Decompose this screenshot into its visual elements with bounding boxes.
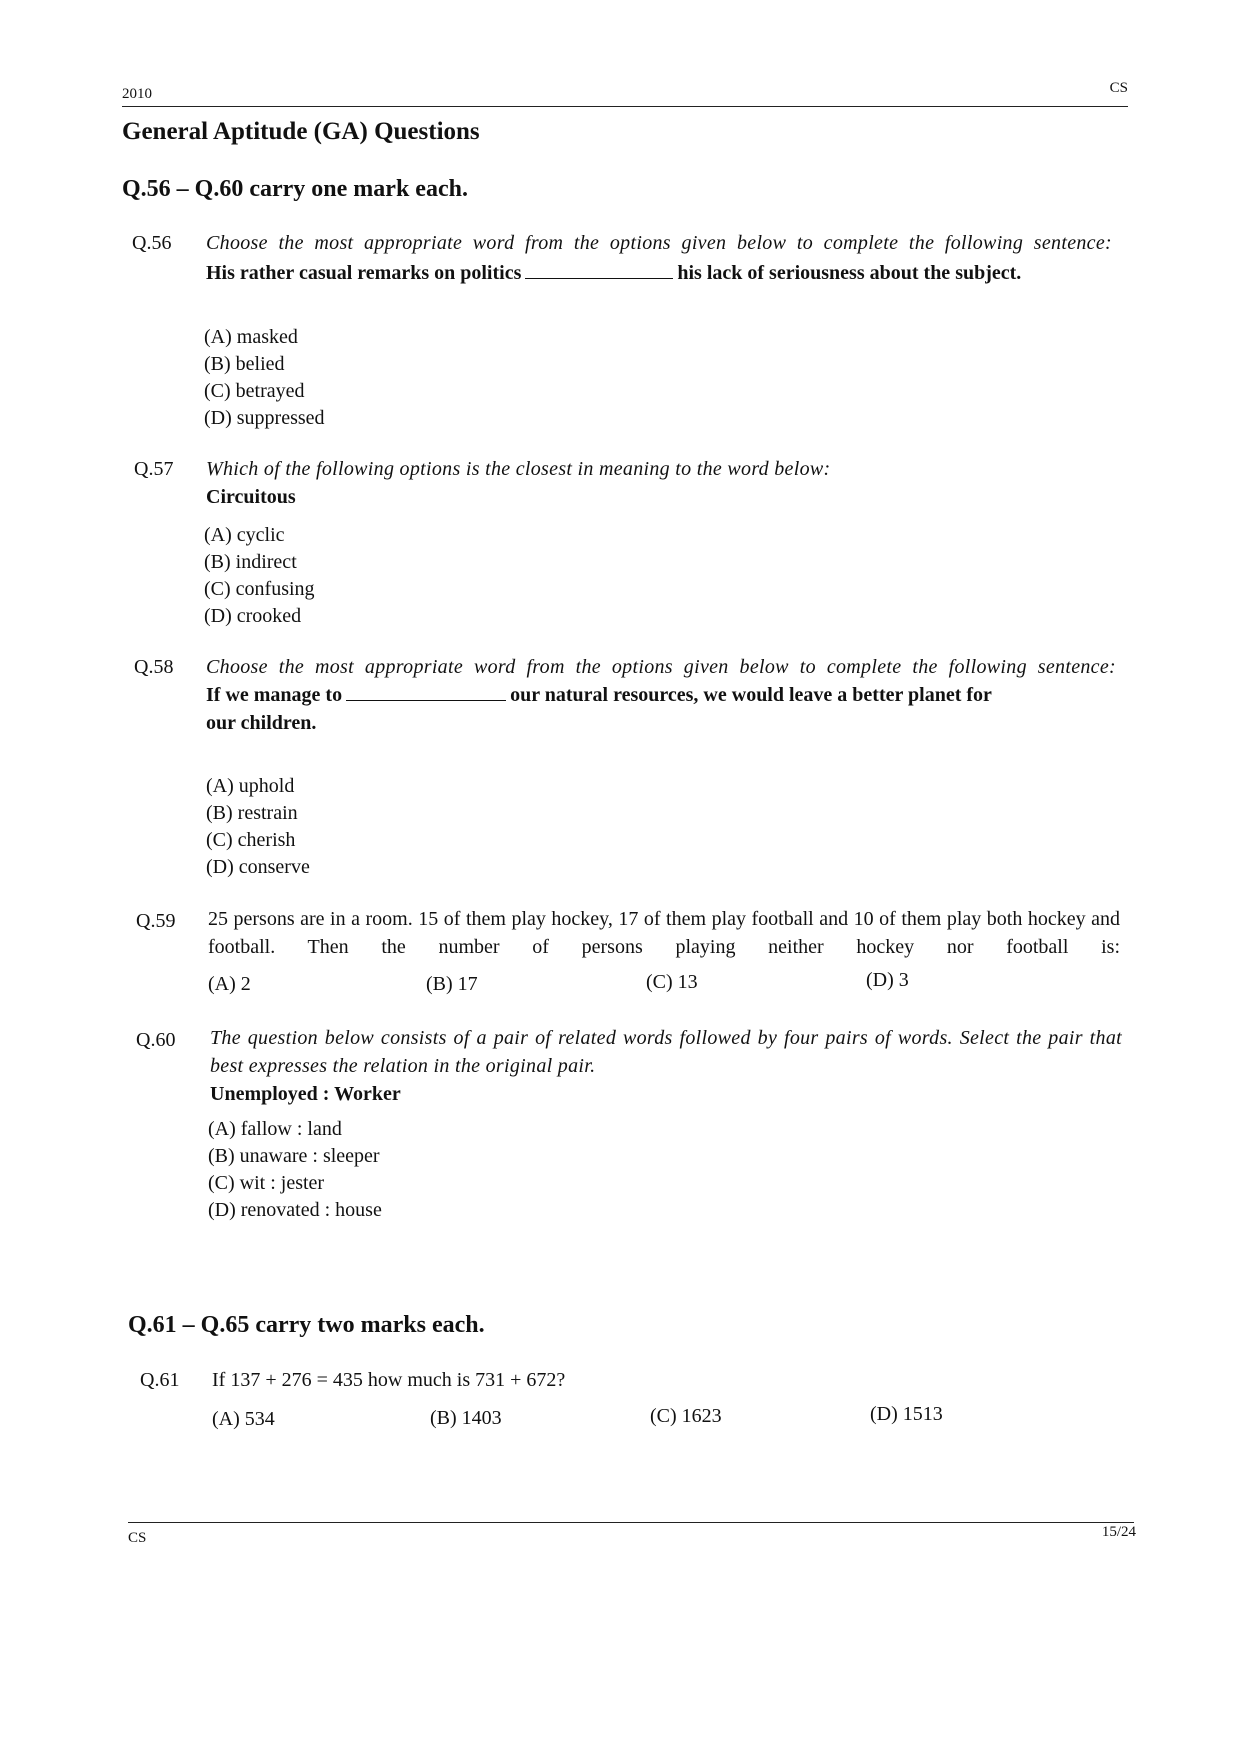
option-a: (A) masked (204, 326, 298, 348)
option-a: (A) fallow : land (208, 1118, 342, 1140)
option-b: (B) 17 (426, 973, 478, 995)
option-d: (D) 1513 (870, 1403, 943, 1425)
option-d: (D) renovated : house (208, 1199, 382, 1221)
answer-blank (525, 260, 673, 279)
question-sentence: His rather casual remarks on politics his lack of seriousness about the subject. (206, 262, 1022, 284)
question-instruction: Which of the following options is the closest in meaning to the word below: (206, 458, 831, 480)
option-d: (D) crooked (204, 605, 302, 627)
question-sentence: If we manage to our natural resources, we would leave a better planet for (206, 684, 992, 706)
question-word: Circuitous (206, 486, 296, 508)
question-number: Q.58 (134, 656, 174, 678)
question-instruction: Choose the most appropriate word from the options given below to complete the following sentence: (206, 656, 1116, 678)
option-a: (A) 534 (212, 1408, 275, 1430)
option-b: (B) restrain (206, 802, 298, 824)
header-year: 2010 (122, 86, 152, 102)
question-pair: Unemployed : Worker (210, 1083, 401, 1105)
question-number: Q.57 (134, 458, 174, 480)
question-number: Q.59 (136, 910, 176, 932)
option-c: (C) 1623 (650, 1405, 722, 1427)
option-d: (D) suppressed (204, 407, 325, 429)
options-list (204, 522, 315, 630)
question-59 (208, 905, 1120, 961)
options-list (208, 1116, 382, 1224)
question-instruction: Choose the most appropriate word from the options given below to complete the following sentence: (206, 232, 1112, 254)
option-d: (D) 3 (866, 969, 909, 991)
question-number: Q.61 (140, 1369, 180, 1391)
footer-paper-code: CS (128, 1530, 147, 1546)
header-rule (122, 106, 1128, 107)
question-instruction: The question below consists of a pair of related words followed by four pairs of words. Select the pair that best expresses the relation in the original pair. (210, 1027, 1122, 1077)
option-c: (C) confusing (204, 578, 315, 600)
option-c: (C) cherish (206, 829, 296, 851)
options-list (204, 324, 325, 432)
question-number: Q.56 (132, 232, 172, 254)
option-b: (B) 1403 (430, 1407, 502, 1429)
option-c: (C) wit : jester (208, 1172, 325, 1194)
question-60 (210, 1024, 1122, 1108)
option-a: (A) cyclic (204, 524, 285, 546)
options-list (206, 773, 310, 881)
option-b: (B) indirect (204, 551, 297, 573)
question-56 (206, 229, 1112, 287)
section-heading-two-marks: Q.61 – Q.65 carry two marks each. (128, 1312, 485, 1338)
answer-blank (346, 682, 506, 701)
question-58 (206, 653, 1116, 737)
option-a: (A) 2 (208, 973, 251, 995)
section-heading-one-mark: Q.56 – Q.60 carry one mark each. (122, 176, 468, 202)
footer-rule (128, 1522, 1134, 1523)
question-text: 25 persons are in a room. 15 of them play hockey, 17 of them play football and 10 of them play both hockey and football. Then the number of persons playing neither hockey nor football is: (208, 908, 1120, 958)
option-a: (A) uphold (206, 775, 295, 797)
option-b: (B) unaware : sleeper (208, 1145, 380, 1167)
question-57 (206, 455, 1112, 511)
option-c: (C) 13 (646, 971, 698, 993)
page-number: 15/24 (1101, 1524, 1136, 1540)
question-number: Q.60 (136, 1029, 176, 1051)
option-c: (C) betrayed (204, 380, 305, 402)
option-d: (D) conserve (206, 856, 310, 878)
page-title: General Aptitude (GA) Questions (122, 118, 480, 145)
option-b: (B) belied (204, 353, 285, 375)
question-sentence-cont: our children. (206, 712, 317, 734)
header-paper-code: CS (1109, 80, 1128, 96)
question-text: If 137 + 276 = 435 how much is 731 + 672? (212, 1369, 566, 1391)
